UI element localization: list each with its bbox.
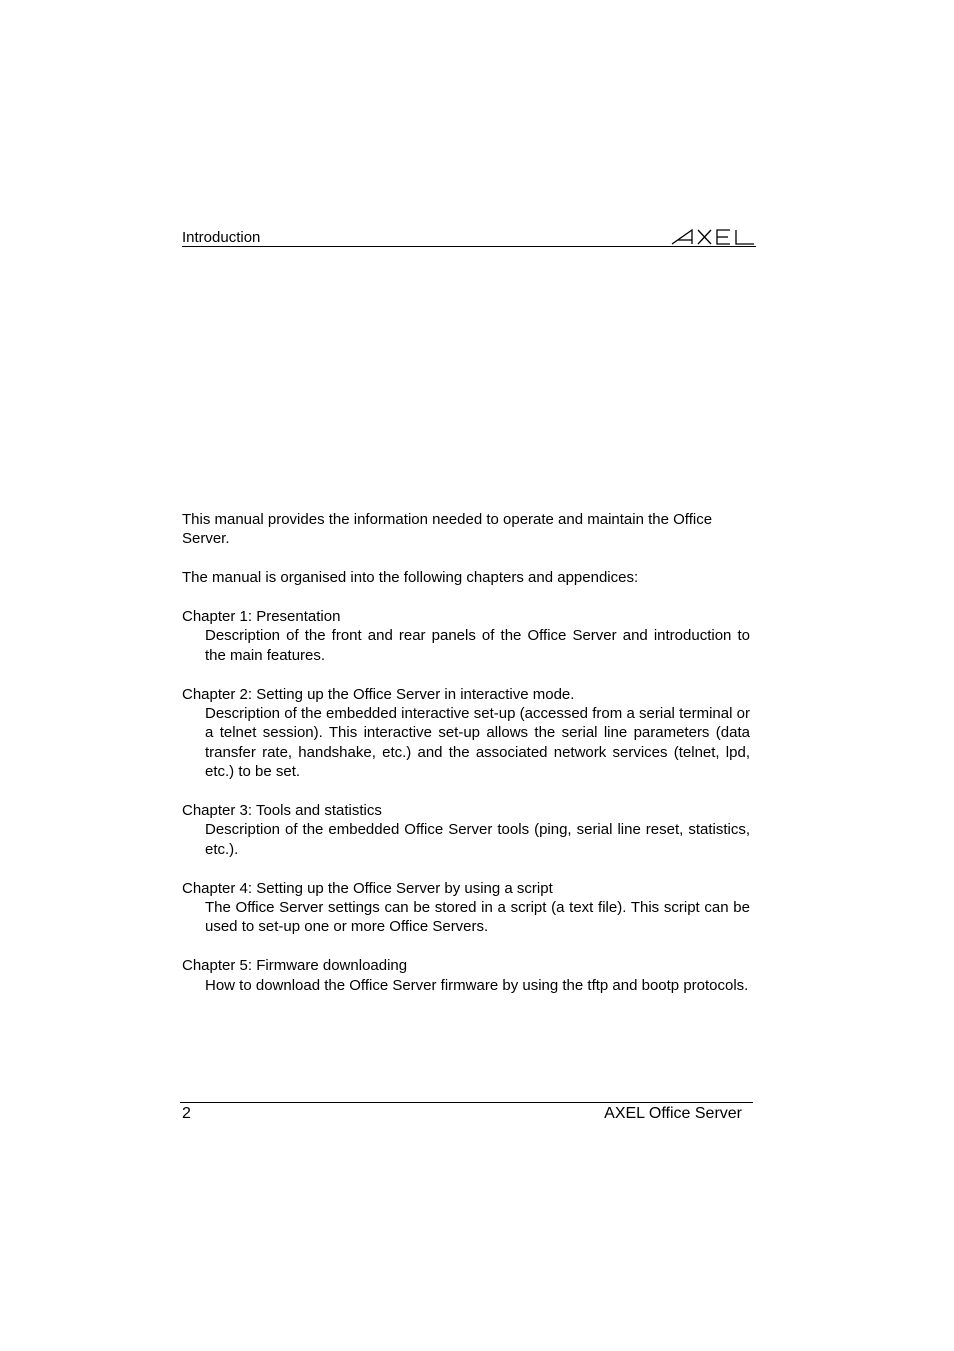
chapter-description: Description of the embedded Office Server tools (ping, serial line reset, statistics, etc.). xyxy=(205,821,750,858)
section-title: Introduction xyxy=(182,229,261,246)
chapter-description: How to download the Office Server firmware by using the tftp and bootp protocols. xyxy=(205,976,749,994)
page-footer xyxy=(180,1102,753,1125)
chapter-entry-3 xyxy=(182,801,750,859)
chapter-description: Description of the embedded interactive set-up (accessed from a serial terminal or a telnet session). This interactive set-up allows the serial line parameters (data transfer rate, handshake, etc.) and the associated network services (telnet, lpd, etc.) to be set. xyxy=(205,705,750,781)
chapter-title: Chapter 1: Presentation xyxy=(182,608,341,625)
page-body xyxy=(182,510,750,1014)
chapters-lead-in: The manual is organised into the following chapters and appendices: xyxy=(182,569,639,587)
page-number: 2 xyxy=(182,1105,191,1122)
chapter-description: The Office Server settings can be stored in a script (a text file). This script can be used to set-up one or more Office Servers. xyxy=(205,899,750,936)
chapter-entry-1 xyxy=(182,607,750,665)
chapter-title: Chapter 2: Setting up the Office Server in interactive mode. xyxy=(182,685,575,703)
intro-paragraph: This manual provides the information needed to operate and maintain the Office Server. xyxy=(182,511,713,548)
chapter-entry-4 xyxy=(182,879,750,937)
chapter-title: Chapter 3: Tools and statistics xyxy=(182,802,382,820)
chapter-entry-2 xyxy=(182,685,750,782)
chapter-title: Chapter 5: Firmware downloading xyxy=(182,957,408,975)
chapter-description: Description of the front and rear panels of the Office Server and introduction to the main features. xyxy=(205,627,750,664)
chapter-title: Chapter 4: Setting up the Office Server by using a script xyxy=(182,879,553,897)
product-name: AXEL Office Server xyxy=(604,1105,742,1122)
page-header xyxy=(182,226,756,247)
axel-logo xyxy=(670,228,756,245)
axel-logo-graphic xyxy=(670,228,756,245)
chapter-entry-5 xyxy=(182,956,750,995)
